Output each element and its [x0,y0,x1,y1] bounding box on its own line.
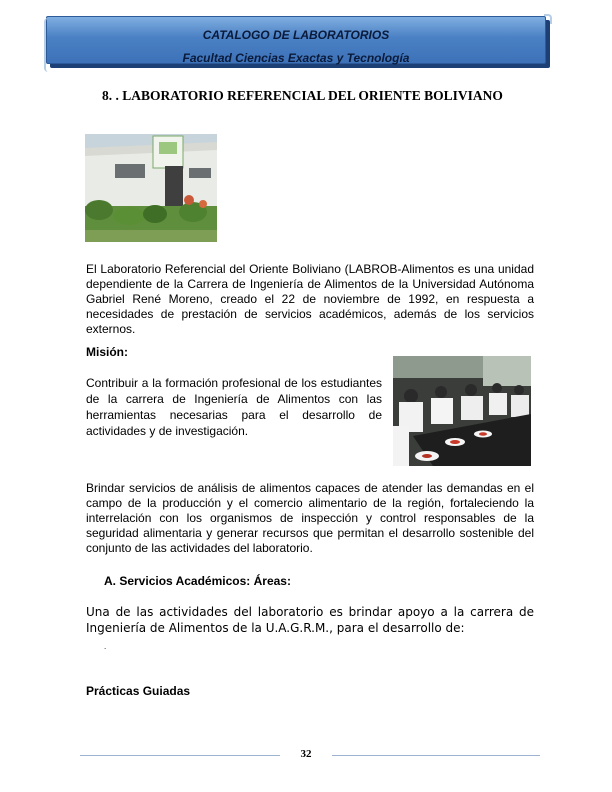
servicios-paragraph: Una de las actividades del laboratorio es brindar apoyo a la carrera de Ingeniería de Alimentos de la U.A.G.R.M., para el desarrollo de: [86,605,534,635]
practicas-heading: Prácticas Guiadas [86,684,191,698]
section-title: 8. . LABORATORIO REFERENCIAL DEL ORIENTE BOLIVIANO [102,88,503,103]
intro-paragraph: El Laboratorio Referencial del Oriente Boliviano (LABROB-Alimentos es una unidad dependiente de la Carrera de Ingeniería de Alimentos de la Universidad Autónoma Gabriel René Moreno, creado el 22 de noviembre de 1992, en respuesta a necesidades de prestación de servicios académicos, además de los servicios externos. [86,262,534,336]
banner-curl-right [544,14,552,24]
header-title: CATALOGO DE LABORATORIOS [202,28,390,42]
laboratory-building-photo [85,134,217,242]
header-subtitle: Facultad Ciencias Exactas y Tecnología [182,51,410,65]
footer-rule-right [332,755,540,756]
list-bullet: . [104,642,107,651]
vision-paragraph: Brindar servicios de análisis de alimentos capaces de atender las demandas en el campo de la producción y el comercio alimentario de la región, fortaleciendo la interrelación con los organismos de inspección y control responsables de la seguridad alimentaria y generar recursos que permitan el desarrollo sostenible del conjunto de las actividades del laboratorio. [86,481,534,555]
students-classroom-photo [393,356,531,466]
mission-heading: Misión: [86,345,128,359]
servicios-heading: A. Servicios Académicos: Áreas: [104,574,291,588]
footer-rule-left [80,755,280,756]
page-number: 32 [300,748,312,760]
mission-paragraph: Contribuir a la formación profesional de los estudiantes de la carrera de Ingeniería de Alimentos con las herramientas necesarias para el desarrollo de actividades y de investigación. [86,376,382,438]
